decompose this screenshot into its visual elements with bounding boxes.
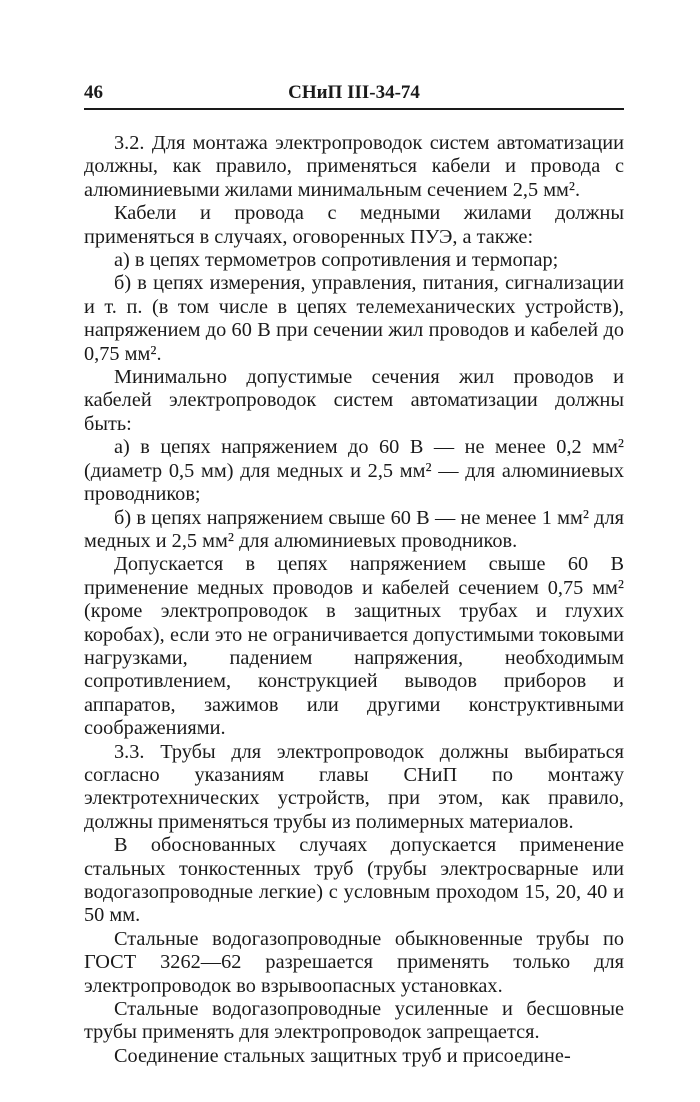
list-item: а) в цепях термометров сопротивления и термопар; [114, 249, 559, 272]
paragraph: Стальные водогазопроводные обыкновенные трубы по ГОСТ 3262—62 разрешается применять только для электропроводок во взрывоопасных установках. [84, 927, 624, 997]
paragraph-3-3: 3.3. Трубы для электропроводок должны выбираться согласно указаниям главы СНиП по монтажу электротехнических устройств, при этом, как правило, должны применяться трубы из полимерных материалов. [84, 740, 624, 833]
paragraph: Стальные водогазопроводные усиленные и бесшовные трубы применять для электропроводок запрещается. [84, 998, 624, 1044]
document-page [84, 78, 624, 1068]
list-item: а) в цепях напряжением до 60 В — не менее 0,2 мм² (диаметр 0,5 мм) для медных и 2,5 мм² — для алюминиевых проводников; [84, 436, 624, 506]
page-header [84, 78, 624, 110]
paragraph: Соединение стальных защитных труб и присоедине- [114, 1044, 571, 1067]
paragraph: В обоснованных случаях допускается применение стальных тонкостенных труб (трубы электросварные или водогазопроводные легкие) с условным проходом 15, 20, 40 и 50 мм. [84, 834, 624, 927]
list-item: б) в цепях напряжением свыше 60 В — не менее 1 мм² для медных и 2,5 мм² для алюминиевых проводников. [84, 506, 624, 552]
page-number: 46 [84, 82, 103, 103]
list-item: б) в цепях измерения, управления, питания, сигнализации и т. п. (в том числе в цепях телемеханических устройств), напряжением до 60 В при сечении жил проводов и кабелей до 0,75 мм². [84, 272, 624, 365]
document-code: СНиП III-34-74 [288, 82, 420, 103]
paragraph: Минимально допустимые сечения жил проводов и кабелей электропроводок систем автоматизации должны быть: [84, 366, 624, 435]
paragraph: Кабели и провода с медными жилами должны применяться в случаях, оговоренных ПУЭ, а также: [84, 202, 624, 248]
body-text [84, 132, 624, 1068]
paragraph: Допускается в цепях напряжением свыше 60 В применение медных проводов и кабелей сечением 0,75 мм² (кроме электропроводок в защитных трубах и глухих коробах), если это не ограничивается допустимыми токовыми нагрузками, падением напряжения, необходимым сопротивлением, конструкцией выводов приборов и аппаратов, зажимов или другими конструктивными соображениями. [84, 553, 624, 740]
paragraph-3-2: 3.2. Для монтажа электропроводок систем автоматизации должны, как правило, применяться кабели и провода с алюминиевыми жилами минимальным сечением 2,5 мм². [84, 132, 624, 201]
